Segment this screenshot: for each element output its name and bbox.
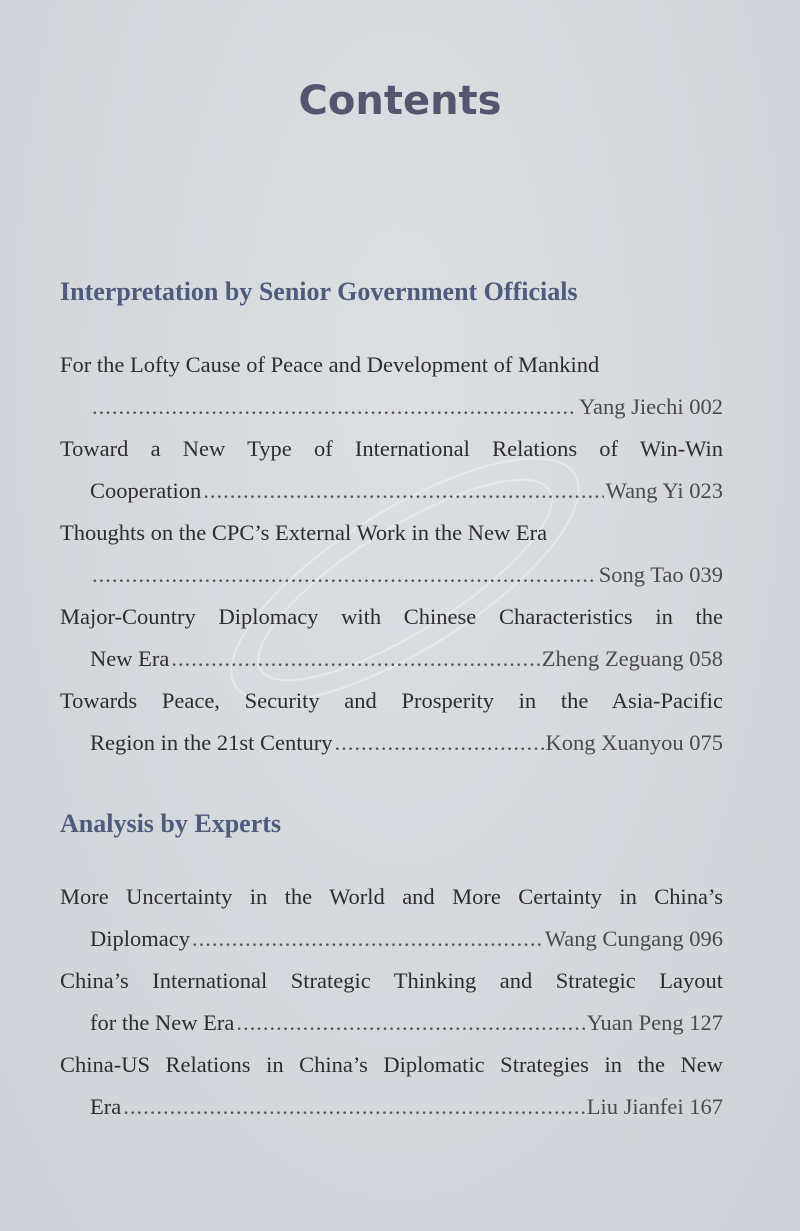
toc-entry-page: 075	[689, 730, 723, 755]
toc-entry-title-cont: for the New Era	[90, 1010, 235, 1035]
toc-entry-author: Wang Yi	[605, 478, 684, 503]
toc-entry-title[interactable]: Toward a New Type of International Relations of Win-Win	[60, 436, 723, 461]
section-heading-officials: Interpretation by Senior Government Officials	[60, 277, 578, 306]
toc-entry-ref	[606, 476, 723, 506]
dot-leader	[236, 1008, 584, 1038]
toc-entry-title[interactable]: For the Lofty Cause of Peace and Development of Mankind	[60, 352, 600, 377]
toc-entry-leader[interactable]	[90, 392, 723, 422]
toc-entry-page: 002	[689, 394, 723, 419]
toc-entry-author: Yang Jiechi	[579, 394, 684, 419]
toc-entry-title-cont: Diplomacy	[90, 926, 190, 951]
toc-entry-title-cont: Region in the 21st Century	[90, 730, 333, 755]
toc-entry-page: 023	[689, 478, 723, 503]
toc-entry-ref	[545, 924, 723, 954]
dot-leader	[92, 392, 577, 422]
toc-entry-ref	[599, 560, 723, 590]
toc-entry-author: Kong Xuanyou	[545, 730, 684, 755]
dot-leader	[192, 924, 543, 954]
toc-entry-page: 127	[689, 1010, 723, 1035]
toc-entry-title-cont: Cooperation	[90, 478, 202, 503]
dot-leader	[171, 644, 539, 674]
toc-entry-author: Song Tao	[598, 562, 684, 587]
toc-entry-page: 039	[689, 562, 723, 587]
toc-entry-page: 096	[689, 926, 723, 951]
toc-entry-ref	[587, 1008, 723, 1038]
toc-entry-leader[interactable]	[90, 476, 723, 506]
page-title: Contents	[298, 78, 502, 124]
toc-entry-title[interactable]: Thoughts on the CPC’s External Work in the New Era	[60, 520, 548, 545]
section-heading-experts: Analysis by Experts	[60, 809, 282, 838]
toc-entry-title[interactable]: China-US Relations in China’s Diplomatic Strategies in the New	[60, 1052, 723, 1077]
toc-entry-author: Yuan Peng	[586, 1010, 684, 1035]
toc-entry-author: Zheng Zeguang	[541, 646, 684, 671]
toc-entry-author: Wang Cungang	[544, 926, 684, 951]
toc-entry-leader[interactable]	[90, 924, 723, 954]
toc-entry-title[interactable]: Major-Country Diplomacy with Chinese Characteristics in the	[60, 604, 723, 629]
toc-entry-leader[interactable]	[90, 1092, 723, 1122]
toc-entry-leader[interactable]	[90, 560, 723, 590]
toc-entry-ref	[542, 644, 723, 674]
toc-entry-leader[interactable]	[90, 644, 723, 674]
dot-leader	[123, 1092, 585, 1122]
toc-entry-title-cont: New Era	[90, 646, 170, 671]
toc-entry-title[interactable]: China’s International Strategic Thinking and Strategic Layout	[60, 968, 723, 993]
dot-leader	[334, 728, 543, 758]
toc-entry-leader[interactable]	[90, 728, 723, 758]
toc-entry-leader[interactable]	[90, 1008, 723, 1038]
toc-entry-ref	[587, 1092, 723, 1122]
toc-entry-author: Liu Jianfei	[586, 1094, 684, 1119]
toc-entry-title[interactable]: Towards Peace, Security and Prosperity in the Asia-Pacific	[60, 688, 723, 713]
toc-entry-title[interactable]: More Uncertainty in the World and More Certainty in China’s	[60, 884, 723, 909]
toc-entry-ref	[579, 392, 723, 422]
dot-leader	[92, 560, 597, 590]
dot-leader	[203, 476, 603, 506]
toc-entry-page: 058	[689, 646, 723, 671]
toc-entry-page: 167	[689, 1094, 723, 1119]
toc-entry-title-cont: Era	[90, 1094, 122, 1119]
toc-entry-ref	[546, 728, 723, 758]
